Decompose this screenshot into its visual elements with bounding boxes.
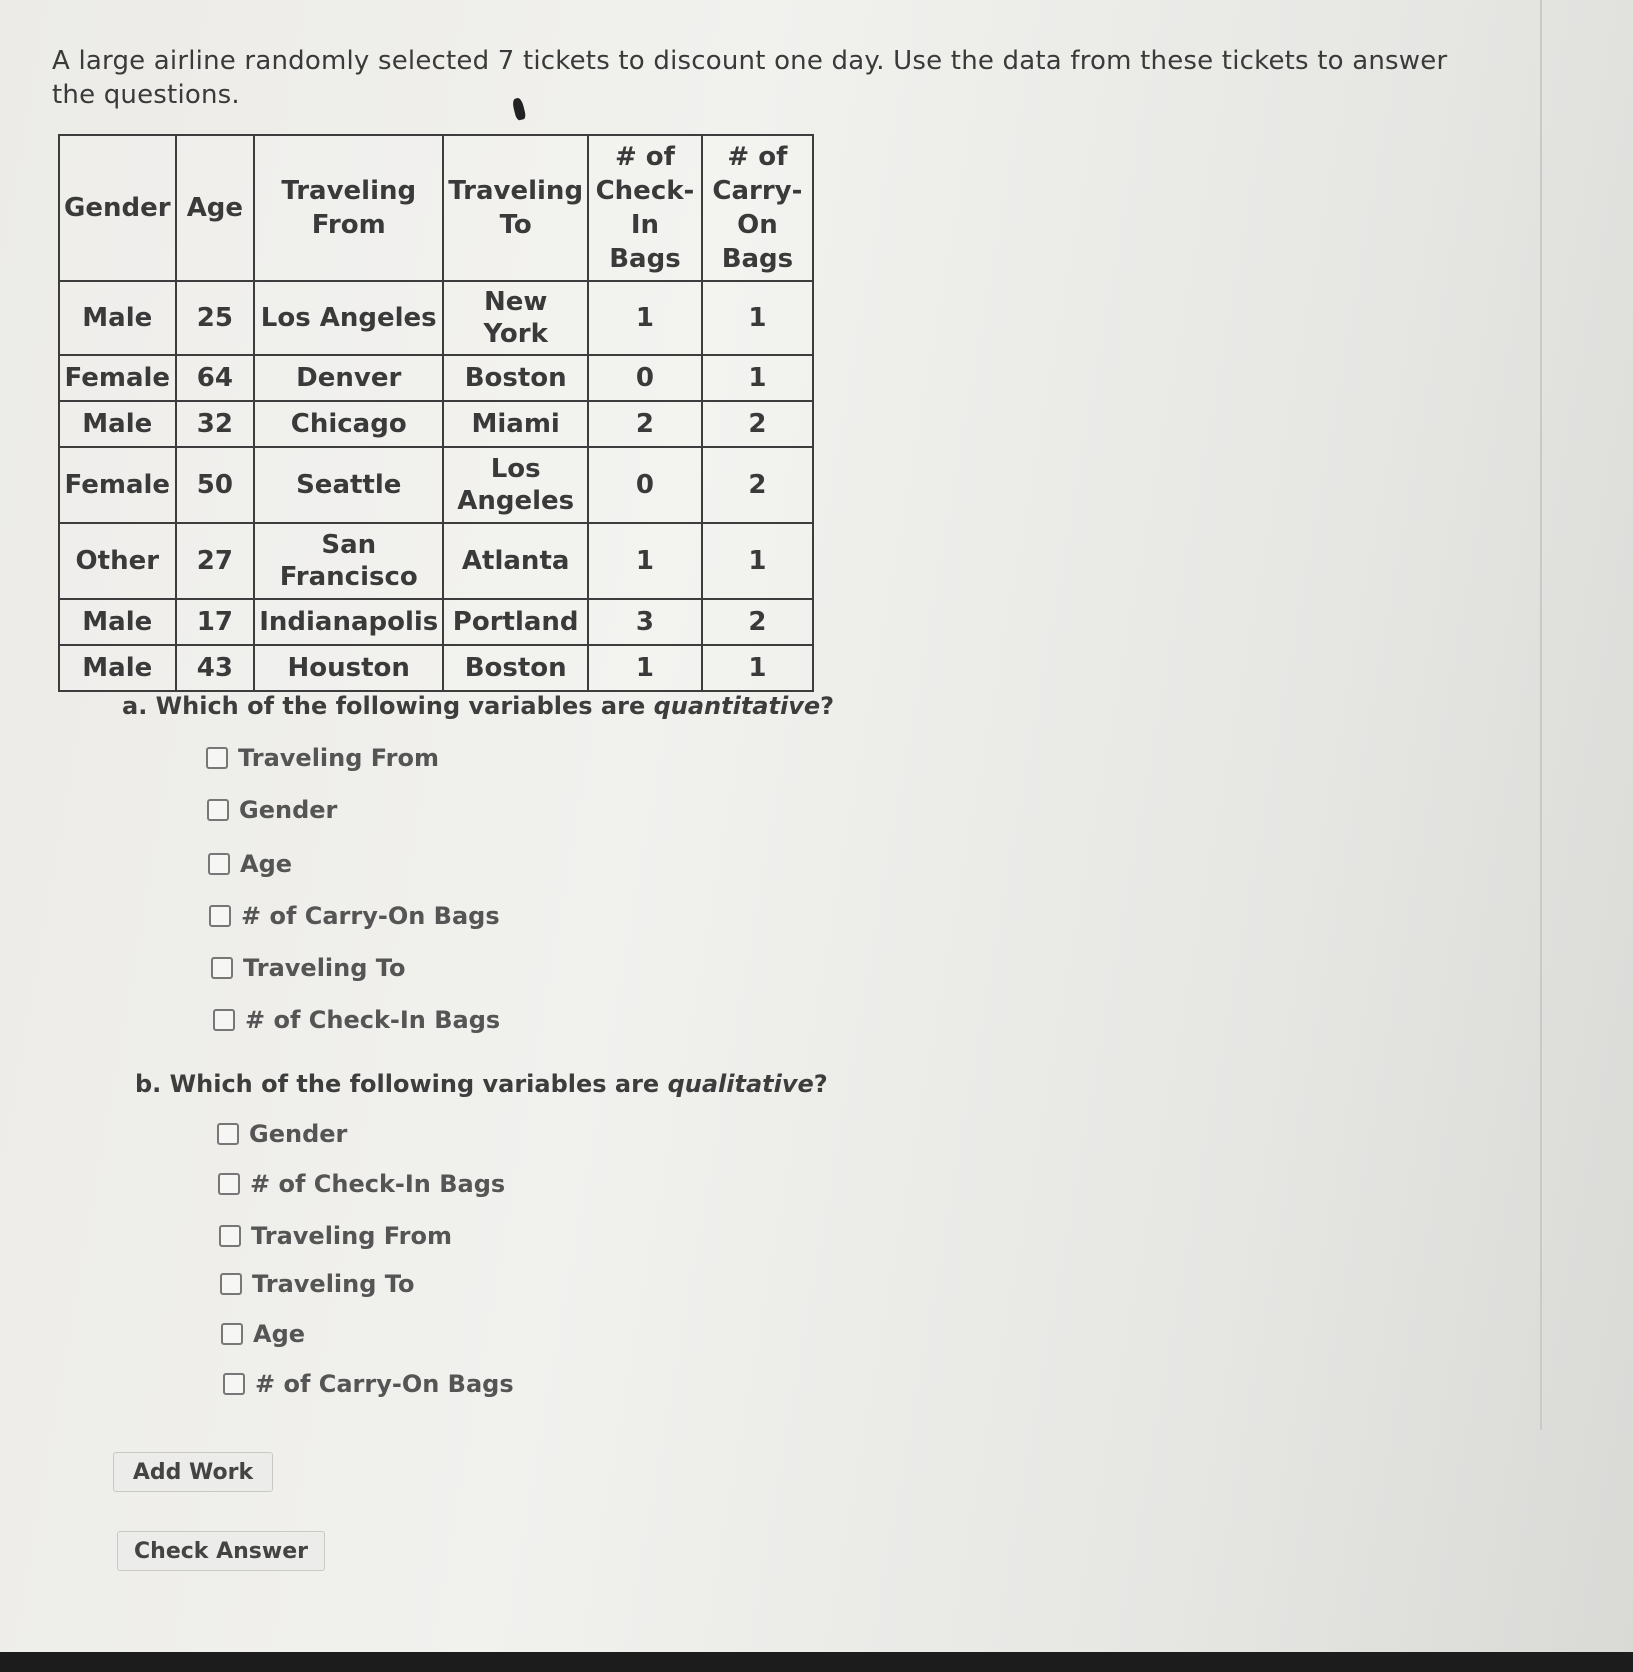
cell-traveling-to: New York bbox=[443, 281, 588, 355]
cell-carry-on-bags: 1 bbox=[702, 523, 813, 599]
cell-traveling-from: Seattle bbox=[254, 447, 443, 523]
question-b-prefix: b. Which of the following variables are bbox=[135, 1070, 668, 1098]
cell-carry-on-bags: 2 bbox=[702, 599, 813, 645]
table-row bbox=[59, 401, 813, 447]
option-label: Gender bbox=[239, 796, 338, 824]
option-label: Traveling To bbox=[243, 954, 406, 982]
checkbox[interactable] bbox=[220, 1273, 242, 1295]
option-label: # of Check-In Bags bbox=[250, 1170, 506, 1198]
ticket-data-table bbox=[58, 134, 814, 692]
bottom-bezel bbox=[0, 1652, 1633, 1672]
cell-carry-on-bags: 1 bbox=[702, 645, 813, 691]
cell-carry-on-bags: 1 bbox=[702, 281, 813, 355]
cell-gender: Female bbox=[59, 447, 176, 523]
checkbox[interactable] bbox=[209, 905, 231, 927]
question-a-suffix: ? bbox=[820, 692, 835, 720]
header-age: Age bbox=[176, 135, 255, 281]
panel-edge bbox=[1540, 0, 1542, 1430]
cell-check-in-bags: 0 bbox=[588, 447, 702, 523]
question-b-option-traveling-to[interactable] bbox=[220, 1270, 414, 1298]
question-b-option-gender[interactable] bbox=[217, 1120, 347, 1148]
question-a-option-gender[interactable] bbox=[207, 796, 337, 824]
question-b-option-traveling-from[interactable] bbox=[219, 1222, 452, 1250]
cell-traveling-from: Chicago bbox=[254, 401, 443, 447]
checkbox[interactable] bbox=[217, 1123, 239, 1145]
cell-traveling-from: Los Angeles bbox=[254, 281, 443, 355]
cell-check-in-bags: 1 bbox=[588, 281, 702, 355]
cell-gender: Other bbox=[59, 523, 176, 599]
option-label: Gender bbox=[249, 1120, 348, 1148]
question-b-option-check-in-bags[interactable] bbox=[218, 1170, 505, 1198]
cell-check-in-bags: 0 bbox=[588, 355, 702, 401]
cell-traveling-to: Boston bbox=[443, 355, 588, 401]
checkbox[interactable] bbox=[223, 1373, 245, 1395]
cell-traveling-from: Houston bbox=[254, 645, 443, 691]
cell-age: 25 bbox=[176, 281, 255, 355]
table-row bbox=[59, 523, 813, 599]
option-label: Age bbox=[253, 1320, 306, 1348]
checkbox[interactable] bbox=[206, 747, 228, 769]
option-label: # of Carry-On Bags bbox=[255, 1370, 514, 1398]
header-traveling-to: Traveling To bbox=[443, 135, 588, 281]
cell-traveling-from: Indianapolis bbox=[254, 599, 443, 645]
question-b-option-age[interactable] bbox=[221, 1320, 305, 1348]
option-label: Age bbox=[240, 850, 293, 878]
table-row bbox=[59, 281, 813, 355]
cell-carry-on-bags: 2 bbox=[702, 401, 813, 447]
intro-text: A large airline randomly selected 7 tickets to discount one day. Use the data from these tickets to answer the questions. bbox=[52, 46, 1448, 110]
question-a-prefix: a. Which of the following variables are bbox=[122, 692, 654, 720]
cell-age: 50 bbox=[176, 447, 255, 523]
header-traveling-from: Traveling From bbox=[254, 135, 443, 281]
header-gender: Gender bbox=[59, 135, 176, 281]
checkbox[interactable] bbox=[218, 1173, 240, 1195]
check-answer-button[interactable]: Check Answer bbox=[117, 1531, 325, 1571]
checkbox[interactable] bbox=[221, 1323, 243, 1345]
option-label: # of Check-In Bags bbox=[245, 1006, 501, 1034]
option-label: # of Carry-On Bags bbox=[241, 902, 500, 930]
cell-gender: Male bbox=[59, 401, 176, 447]
checkbox[interactable] bbox=[219, 1225, 241, 1247]
cell-gender: Male bbox=[59, 599, 176, 645]
cell-age: 43 bbox=[176, 645, 255, 691]
table-row bbox=[59, 645, 813, 691]
table-header-row bbox=[59, 135, 813, 281]
cell-check-in-bags: 1 bbox=[588, 645, 702, 691]
cell-traveling-from: Denver bbox=[254, 355, 443, 401]
question-a-option-traveling-from[interactable] bbox=[206, 744, 439, 772]
question-a-option-traveling-to[interactable] bbox=[211, 954, 405, 982]
option-label: Traveling From bbox=[251, 1222, 452, 1250]
checkbox[interactable] bbox=[211, 957, 233, 979]
cell-traveling-to: Atlanta bbox=[443, 523, 588, 599]
cell-age: 64 bbox=[176, 355, 255, 401]
header-carry-on-bags: # of Carry-On Bags bbox=[702, 135, 813, 281]
question-a-keyword: quantitative bbox=[653, 692, 821, 720]
cell-age: 17 bbox=[176, 599, 255, 645]
question-a-option-age[interactable] bbox=[208, 850, 292, 878]
cell-traveling-from: San Francisco bbox=[254, 523, 443, 599]
question-b-keyword: qualitative bbox=[667, 1070, 814, 1098]
option-label: Traveling From bbox=[238, 744, 439, 772]
add-work-button[interactable]: Add Work bbox=[113, 1452, 273, 1492]
question-a-option-check-in-bags[interactable] bbox=[213, 1006, 500, 1034]
question-b-option-carry-on-bags[interactable] bbox=[223, 1370, 514, 1398]
cell-carry-on-bags: 2 bbox=[702, 447, 813, 523]
header-check-in-bags: # of Check-In Bags bbox=[588, 135, 702, 281]
table-row bbox=[59, 447, 813, 523]
question-a-option-carry-on-bags[interactable] bbox=[209, 902, 500, 930]
cell-check-in-bags: 1 bbox=[588, 523, 702, 599]
checkbox[interactable] bbox=[207, 799, 229, 821]
question-b-prompt bbox=[135, 1070, 828, 1098]
cell-traveling-to: Portland bbox=[443, 599, 588, 645]
table-row bbox=[59, 599, 813, 645]
cell-gender: Female bbox=[59, 355, 176, 401]
checkbox[interactable] bbox=[208, 853, 230, 875]
question-a-prompt bbox=[122, 692, 834, 720]
cell-age: 32 bbox=[176, 401, 255, 447]
cell-check-in-bags: 3 bbox=[588, 599, 702, 645]
cell-gender: Male bbox=[59, 645, 176, 691]
option-label: Traveling To bbox=[252, 1270, 415, 1298]
cell-gender: Male bbox=[59, 281, 176, 355]
cell-traveling-to: Miami bbox=[443, 401, 588, 447]
cell-traveling-to: Los Angeles bbox=[443, 447, 588, 523]
cell-traveling-to: Boston bbox=[443, 645, 588, 691]
cell-carry-on-bags: 1 bbox=[702, 355, 813, 401]
question-b-suffix: ? bbox=[813, 1070, 828, 1098]
table-row bbox=[59, 355, 813, 401]
checkbox[interactable] bbox=[213, 1009, 235, 1031]
cell-check-in-bags: 2 bbox=[588, 401, 702, 447]
cell-age: 27 bbox=[176, 523, 255, 599]
